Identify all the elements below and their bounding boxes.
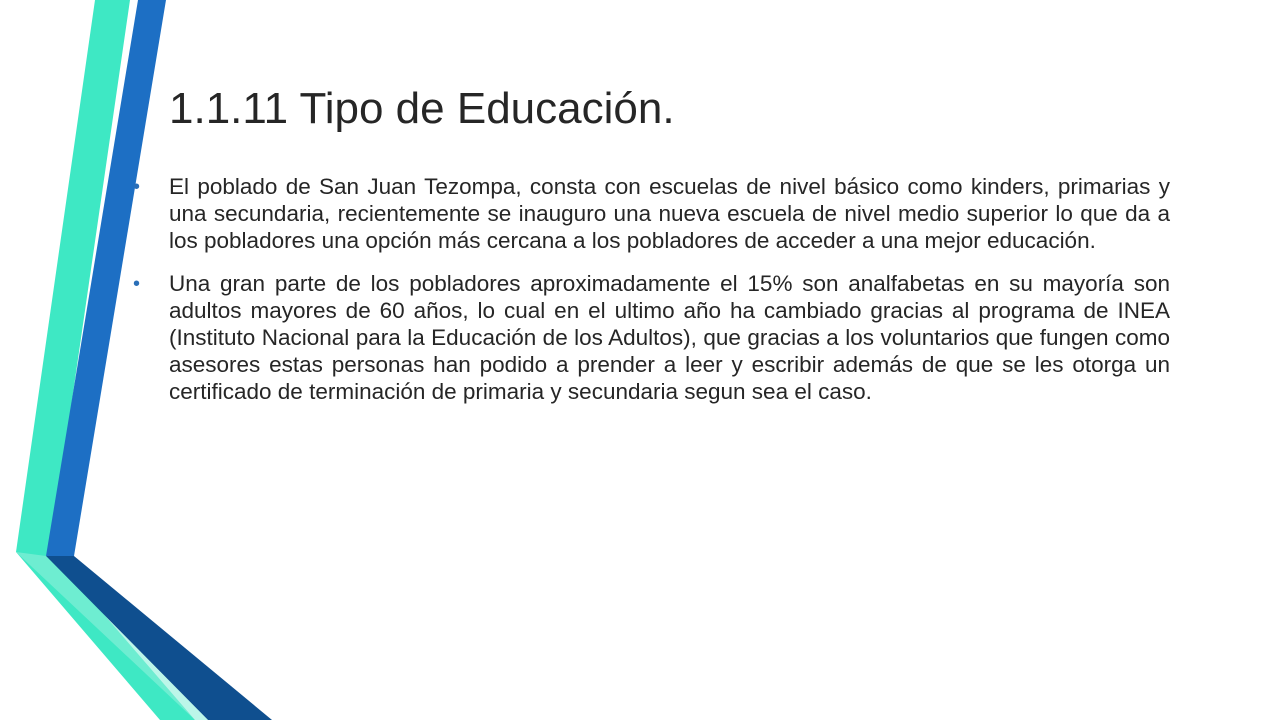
bullet-text: Una gran parte de los pobladores aproximadamente el 15% son analfabetas en su mayoría son adultos mayores de 60 años, lo cual en el ultimo año ha cambiado gracias al programa de INEA (Instituto Nacional para la Educación de los Adultos), que gracias a los voluntarios que fungen como asesores estas personas han podido a prender a leer y escribir además de que se les otorga un certificado de terminación de primaria y secundaria segun sea el caso.	[169, 271, 1170, 404]
bullet-item	[130, 270, 1170, 405]
bullet-dot-icon: •	[133, 176, 141, 198]
bullet-dot-icon: •	[133, 273, 141, 295]
bullet-item	[130, 173, 1170, 254]
bullet-text: El poblado de San Juan Tezompa, consta con escuelas de nivel básico como kinders, primarias y una secundaria, recientemente se inauguro una nueva escuela de nivel medio superior lo que da a los pobladores una opción más cercana a los pobladores de acceder a una mejor educación.	[169, 174, 1170, 253]
bullet-list	[130, 173, 1170, 421]
light-tip	[16, 552, 208, 720]
slide-title: 1.1.11 Tipo de Educación.	[169, 84, 675, 133]
